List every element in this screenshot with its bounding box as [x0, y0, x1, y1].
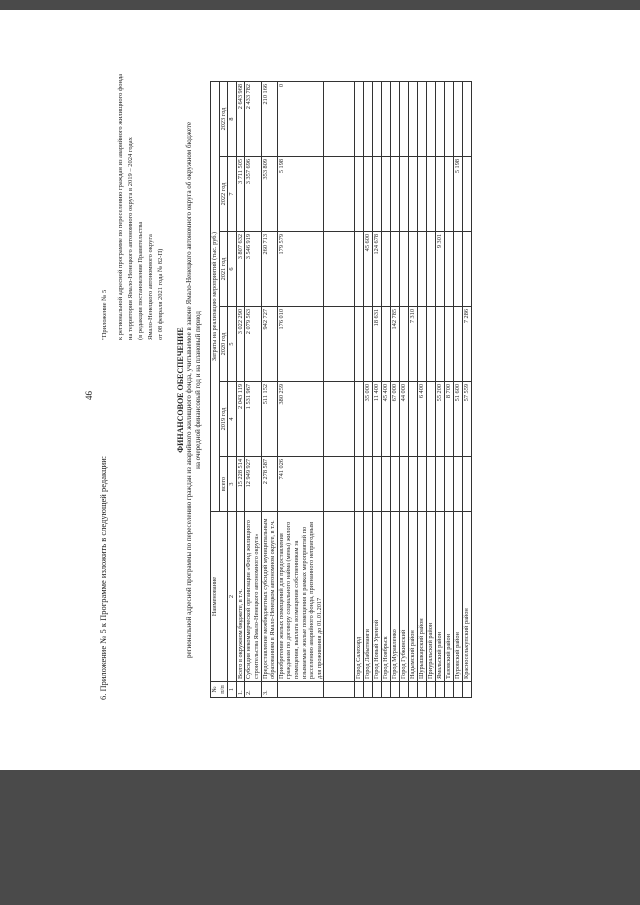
municipality-name: Пуровский район: [454, 512, 463, 682]
row-name: Приобретение жилых помещений для предоставления гражданам по договору социального найма (мены) жилого помещения, выплата возмещения собственникам за изымаемые жилые помещения в рамках мероприятий по расселению аварийного фонда, признанного непригодным для проживания до 01.01.2017: [277, 512, 324, 682]
municipality-value: 6 400: [418, 382, 427, 457]
finance-table: [210, 81, 472, 698]
appendix-line: Ямало-Ненецкого автономного округа: [147, 234, 154, 340]
row-num: 2.: [245, 682, 261, 698]
index-cell: 5: [228, 307, 237, 382]
municipality-value: [355, 82, 364, 157]
table-row: [245, 82, 261, 698]
heading-line: региональной адресной программы по переселению граждан из аварийного жилищного фонда, учитываемое в законе Ямало-Ненецкого автономного округа об окружном бюджете: [185, 122, 193, 658]
municipality-value: [382, 232, 391, 307]
municipality-value: [454, 232, 463, 307]
municipality-name: Красноселькупский район: [463, 512, 472, 682]
spacer-cell: [324, 82, 355, 157]
index-cell: 2: [228, 512, 237, 682]
row-num: [382, 682, 391, 698]
municipality-value: [364, 82, 373, 157]
municipality-value: [400, 157, 409, 232]
municipality-value: [463, 232, 472, 307]
row-total: [382, 457, 391, 512]
municipality-name: Приуральский район: [427, 512, 436, 682]
row-value: 2 433 782: [245, 82, 261, 157]
municipality-value: [382, 307, 391, 382]
municipality-value: [427, 82, 436, 157]
municipality-value: [427, 232, 436, 307]
municipality-name: Ямальский район: [436, 512, 445, 682]
municipality-row: [454, 82, 463, 698]
index-cell: 1: [228, 682, 237, 698]
row-total: [427, 457, 436, 512]
index-cell: 8: [228, 82, 237, 157]
municipality-value: [382, 82, 391, 157]
municipality-value: [382, 157, 391, 232]
municipality-value: [391, 82, 400, 157]
municipality-value: 55 200: [436, 382, 445, 457]
row-value: 5 198: [277, 157, 324, 232]
municipality-value: [418, 307, 427, 382]
main-rows: [236, 82, 355, 698]
municipality-value: 45 600: [364, 232, 373, 307]
municipality-value: 45 400: [382, 382, 391, 457]
row-num: [364, 682, 373, 698]
municipality-name: Шурышкарский район: [418, 512, 427, 682]
municipality-value: 57 559: [463, 382, 472, 457]
municipality-value: [400, 307, 409, 382]
row-total: [463, 457, 472, 512]
appendix-line: от 08 февраля 2021 года № 82-П): [157, 248, 164, 340]
row-value: 3 546 919: [245, 232, 261, 307]
table-row: [277, 82, 324, 698]
spacer-row: [324, 82, 355, 698]
municipality-value: [400, 232, 409, 307]
municipality-value: [454, 307, 463, 382]
municipality-value: [463, 157, 472, 232]
index-cell: 7: [228, 157, 237, 232]
heading-line: на очередной финансовый год и на плановый период: [194, 311, 202, 469]
row-value: 2 079 563: [245, 307, 261, 382]
row-total: 741 026: [277, 457, 324, 512]
row-name: Субсидия некоммерческой организации «Фонд жилищного строительства Ямало-Ненецкого автономного округа»: [245, 512, 261, 682]
row-num: [409, 682, 418, 698]
header-num: № п/п: [211, 682, 228, 698]
municipality-value: 44 000: [400, 382, 409, 457]
page-number: 46: [84, 391, 94, 400]
spacer-cell: [324, 457, 355, 512]
municipality-value: [445, 157, 454, 232]
row-total: [364, 457, 373, 512]
row-value: 1 531 967: [245, 382, 261, 457]
municipality-value: [355, 232, 364, 307]
municipality-value: 35 000: [364, 382, 373, 457]
header-year: 2023 год: [219, 82, 228, 157]
index-cell: 4: [228, 382, 237, 457]
scan-border-top: [0, 0, 640, 10]
municipality-value: [391, 232, 400, 307]
municipality-row: [436, 82, 445, 698]
municipality-value: [373, 82, 382, 157]
municipality-row: [409, 82, 418, 698]
document-heading: [176, 90, 203, 690]
row-value: 3 807 632: [236, 232, 245, 307]
municipality-value: [364, 307, 373, 382]
municipality-row: [373, 82, 382, 698]
municipality-value: [445, 307, 454, 382]
row-num: [373, 682, 382, 698]
row-value: 3 357 696: [245, 157, 261, 232]
municipality-value: [436, 307, 445, 382]
row-value: 380 259: [277, 382, 324, 457]
header-costs: Затраты на реализацию мероприятий (тыс. руб.): [211, 82, 220, 512]
municipality-value: [436, 82, 445, 157]
municipality-value: [355, 307, 364, 382]
municipality-value: [373, 157, 382, 232]
municipality-name: Город Муравленко: [391, 512, 400, 682]
row-num: [427, 682, 436, 698]
municipality-value: [409, 157, 418, 232]
municipality-name: Город Салехард: [355, 512, 364, 682]
row-total: [391, 457, 400, 512]
row-total: 15 228 514: [236, 457, 245, 512]
municipality-value: 142 785: [391, 307, 400, 382]
municipality-value: [409, 232, 418, 307]
spacer-cell: [324, 382, 355, 457]
spacer-cell: [324, 307, 355, 382]
header-total: всего: [219, 457, 228, 512]
spacer-cell: [324, 232, 355, 307]
municipality-name: Город Лабытнанги: [364, 512, 373, 682]
scan-border-bottom: [0, 770, 640, 905]
municipality-value: [409, 382, 418, 457]
row-total: 12 949 927: [245, 457, 261, 512]
header-name: Наименование: [211, 512, 228, 682]
municipality-row: [418, 82, 427, 698]
row-total: [454, 457, 463, 512]
municipality-value: 51 600: [454, 382, 463, 457]
row-total: [418, 457, 427, 512]
header-year: 2021 год: [219, 232, 228, 307]
row-value: 2 643 968: [236, 82, 245, 157]
municipality-value: [355, 157, 364, 232]
municipality-value: [400, 82, 409, 157]
municipality-value: [355, 382, 364, 457]
appendix-line: на территории Ямало-Ненецкого автономного округа в 2019 – 2024 годах: [127, 137, 134, 340]
row-value: 353 809: [261, 157, 277, 232]
row-num: 1.: [236, 682, 245, 698]
municipality-value: [418, 232, 427, 307]
row-name: Предоставление межбюджетных субсидий муниципальным образованиям в Ямало-Ненецком автономном округе, в т.ч.: [261, 512, 277, 682]
row-num: [454, 682, 463, 698]
row-value: 3 711 505: [236, 157, 245, 232]
municipality-row: [355, 82, 364, 698]
row-value: 942 727: [261, 307, 277, 382]
index-cell: 6: [228, 232, 237, 307]
appendix-block: [100, 73, 166, 340]
row-value: 0: [277, 82, 324, 157]
municipality-row: [364, 82, 373, 698]
municipality-value: [436, 157, 445, 232]
appendix-line: к региональной адресной программе по переселению граждан из аварийного жилищного фонда: [117, 73, 124, 340]
municipality-value: [418, 157, 427, 232]
municipality-rows: [355, 82, 472, 698]
appendix-line: (в редакции постановления Правительства: [137, 221, 144, 340]
municipality-name: Город Новый Уренгой: [373, 512, 382, 682]
row-value: 3 022 290: [236, 307, 245, 382]
spacer-cell: [324, 512, 355, 682]
municipality-row: [427, 82, 436, 698]
row-num: [277, 682, 324, 698]
municipality-value: 11 400: [373, 382, 382, 457]
municipality-name: Тазовский район: [445, 512, 454, 682]
row-total: [373, 457, 382, 512]
municipality-value: 9 301: [436, 232, 445, 307]
municipality-row: [382, 82, 391, 698]
municipality-value: [427, 307, 436, 382]
municipality-row: [400, 82, 409, 698]
municipality-value: [427, 382, 436, 457]
row-total: [436, 457, 445, 512]
municipality-value: [364, 157, 373, 232]
municipality-row: [463, 82, 472, 698]
table-row: [261, 82, 277, 698]
appendix-line: "Приложение № 5: [101, 289, 108, 340]
row-total: 2 278 587: [261, 457, 277, 512]
row-num: [391, 682, 400, 698]
table-row: [236, 82, 245, 698]
row-num: [400, 682, 409, 698]
row-value: 511 152: [261, 382, 277, 457]
row-num: [355, 682, 364, 698]
row-total: [409, 457, 418, 512]
row-value: 2 043 119: [236, 382, 245, 457]
intro-line: 6. Приложение № 5 к Программе изложить в следующей редакции:: [98, 455, 108, 700]
spacer-cell: [324, 682, 355, 698]
row-num: [463, 682, 472, 698]
municipality-value: 8 700: [445, 382, 454, 457]
row-num: 3.: [261, 682, 277, 698]
municipality-value: 124 678: [373, 232, 382, 307]
municipality-value: [427, 157, 436, 232]
row-value: 260 713: [261, 232, 277, 307]
header-year: 2020 год: [219, 307, 228, 382]
row-value: 210 166: [261, 82, 277, 157]
row-num: [418, 682, 427, 698]
row-total: [355, 457, 364, 512]
municipality-value: [445, 232, 454, 307]
row-total: [400, 457, 409, 512]
row-name: Всего в окружном бюджете, в т.ч.: [236, 512, 245, 682]
municipality-value: 7 286: [463, 307, 472, 382]
header-year: 2022 год: [219, 157, 228, 232]
row-value: 179 579: [277, 232, 324, 307]
municipality-name: Город Губкинский: [400, 512, 409, 682]
row-num: [436, 682, 445, 698]
row-value: 176 010: [277, 307, 324, 382]
municipality-value: [463, 82, 472, 157]
municipality-value: [409, 82, 418, 157]
spacer-cell: [324, 157, 355, 232]
municipality-name: Город Ноябрьск: [382, 512, 391, 682]
municipality-value: 18 631: [373, 307, 382, 382]
municipality-value: [418, 82, 427, 157]
municipality-row: [391, 82, 400, 698]
municipality-value: 5 198: [454, 157, 463, 232]
municipality-name: Надымский район: [409, 512, 418, 682]
index-cell: 3: [228, 457, 237, 512]
row-total: [445, 457, 454, 512]
rotated-sheet: [80, 73, 600, 700]
municipality-value: 67 000: [391, 382, 400, 457]
municipality-value: [391, 157, 400, 232]
header-year: 2019 год: [219, 382, 228, 457]
municipality-value: 7 310: [409, 307, 418, 382]
municipality-value: [454, 82, 463, 157]
row-num: [445, 682, 454, 698]
heading-title: ФИНАНСОВОЕ ОБЕСПЕЧЕНИЕ: [176, 327, 185, 453]
municipality-row: [445, 82, 454, 698]
index-row: [228, 82, 237, 698]
municipality-value: [445, 82, 454, 157]
